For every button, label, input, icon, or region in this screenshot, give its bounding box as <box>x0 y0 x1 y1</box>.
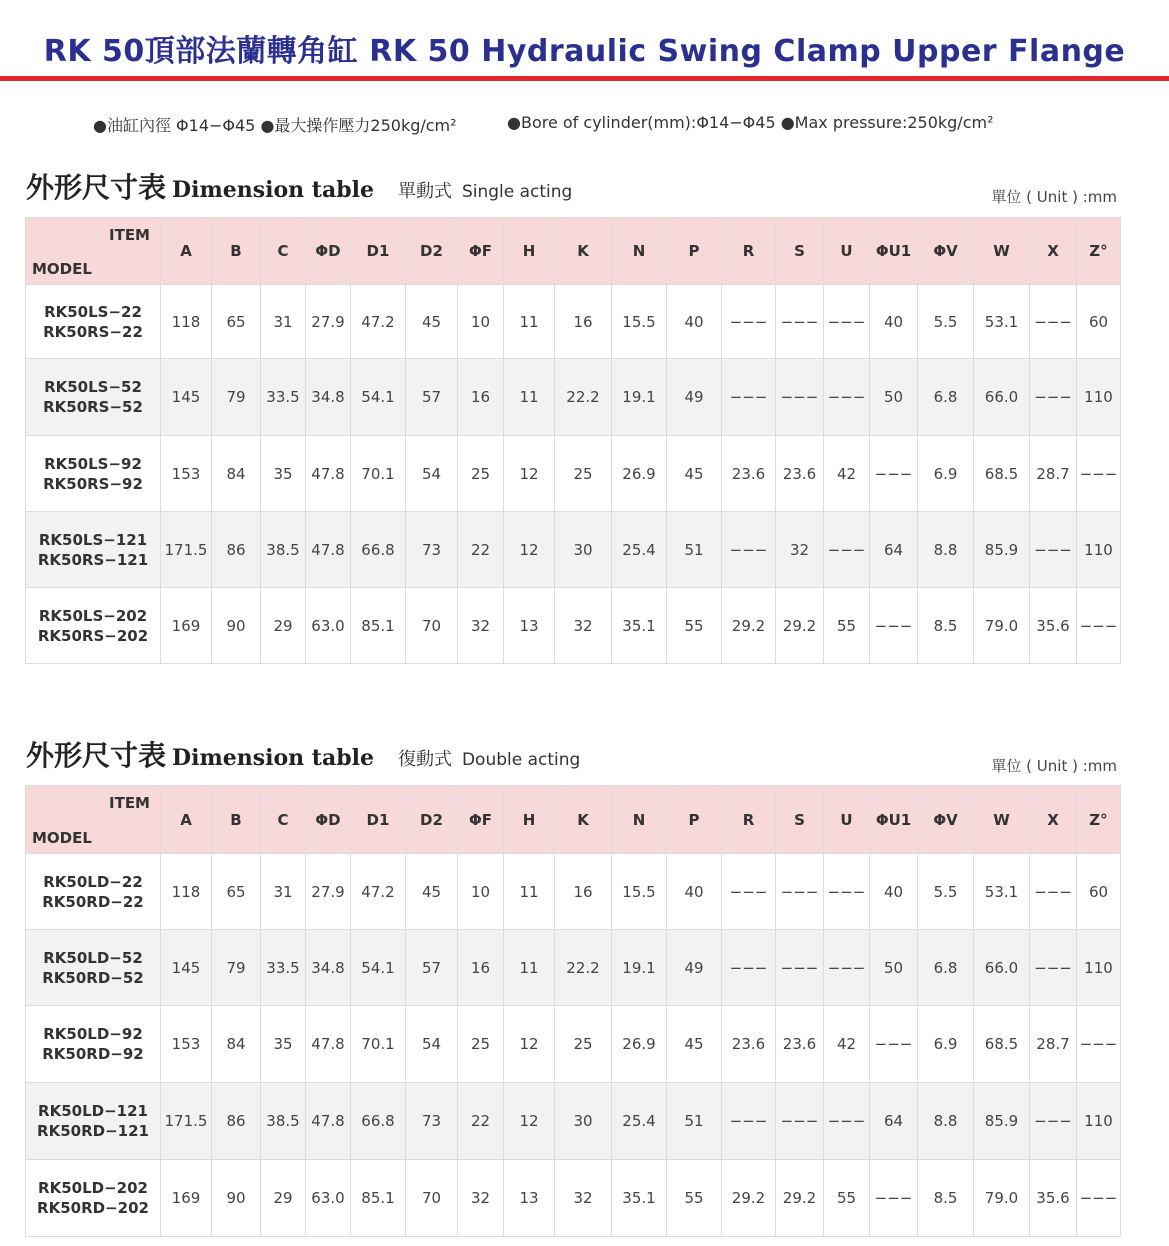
value-cell: 11 <box>504 854 555 930</box>
value-cell: 22 <box>458 1083 504 1160</box>
header-item-label: ITEM <box>109 226 150 244</box>
value-cell: 63.0 <box>306 1160 351 1237</box>
value-cell: 60 <box>1077 285 1121 359</box>
model-cell <box>26 588 161 664</box>
column-header: X <box>1030 786 1077 854</box>
value-cell: −−− <box>1030 854 1077 930</box>
value-cell: 53.1 <box>974 854 1030 930</box>
table-row <box>26 512 1121 588</box>
model-name-left: RK50LD−121 <box>38 1102 148 1120</box>
model-name-left: RK50LD−22 <box>43 872 143 891</box>
value-cell: 66.8 <box>351 512 406 588</box>
value-cell: −−− <box>722 285 776 359</box>
value-cell: 64 <box>870 1083 918 1160</box>
value-cell: 42 <box>824 436 870 512</box>
value-cell: −−− <box>1030 512 1077 588</box>
value-cell: 153 <box>161 1006 212 1083</box>
value-cell: −−− <box>870 1006 918 1083</box>
value-cell: 26.9 <box>612 436 667 512</box>
value-cell: 12 <box>504 512 555 588</box>
value-cell: 54.1 <box>351 930 406 1006</box>
value-cell: 19.1 <box>612 359 667 436</box>
column-header: ΦF <box>458 786 504 854</box>
value-cell: 22.2 <box>555 359 612 436</box>
value-cell: 169 <box>161 588 212 664</box>
dimension-table-double-acting <box>25 785 1121 1237</box>
value-cell: −−− <box>824 854 870 930</box>
value-cell: −−− <box>1077 1006 1121 1083</box>
value-cell: 51 <box>667 512 722 588</box>
table-row <box>26 359 1121 436</box>
value-cell: −−− <box>1030 359 1077 436</box>
value-cell: 42 <box>824 1006 870 1083</box>
model-name-left: RK50LS−92 <box>44 454 142 473</box>
value-cell: 25.4 <box>612 512 667 588</box>
column-header: ΦU1 <box>870 218 918 285</box>
value-cell: 55 <box>824 1160 870 1237</box>
column-header: B <box>212 218 261 285</box>
value-cell: 49 <box>667 930 722 1006</box>
value-cell: 16 <box>458 359 504 436</box>
value-cell: 45 <box>667 436 722 512</box>
value-cell: 29.2 <box>722 588 776 664</box>
model-name-right: RK50RD−52 <box>42 968 144 987</box>
model-cell <box>26 285 161 359</box>
value-cell: 90 <box>212 588 261 664</box>
value-cell: 29 <box>261 1160 306 1237</box>
value-cell: 11 <box>504 359 555 436</box>
value-cell: −−− <box>722 854 776 930</box>
value-cell: 45 <box>667 1006 722 1083</box>
table-row <box>26 1083 1121 1160</box>
value-cell: 63.0 <box>306 588 351 664</box>
model-cell <box>26 512 161 588</box>
column-header: D2 <box>406 786 458 854</box>
value-cell: −−− <box>722 512 776 588</box>
value-cell: 6.8 <box>918 359 974 436</box>
model-cell <box>26 930 161 1006</box>
value-cell: 11 <box>504 285 555 359</box>
value-cell: 38.5 <box>261 1083 306 1160</box>
model-name-right: RK50RD−92 <box>42 1045 144 1063</box>
column-header: K <box>555 786 612 854</box>
value-cell: 32 <box>555 1160 612 1237</box>
value-cell: −−− <box>1030 285 1077 359</box>
section-heading-double <box>26 734 580 774</box>
value-cell: 110 <box>1077 1083 1121 1160</box>
value-cell: 5.5 <box>918 285 974 359</box>
table-row <box>26 588 1121 664</box>
value-cell: 27.9 <box>306 285 351 359</box>
column-header: ΦU1 <box>870 786 918 854</box>
header-corner <box>26 218 161 285</box>
column-header: X <box>1030 218 1077 285</box>
value-cell: 171.5 <box>161 512 212 588</box>
value-cell: 25 <box>458 1006 504 1083</box>
value-cell: −−− <box>1030 930 1077 1006</box>
model-name-right: RK50RD−22 <box>42 892 144 911</box>
model-name-right: RK50RS−52 <box>43 398 143 416</box>
section-title-cn: 外形尺寸表 <box>26 739 167 772</box>
value-cell: 47.8 <box>306 1006 351 1083</box>
value-cell: 60 <box>1077 854 1121 930</box>
value-cell: 28.7 <box>1030 436 1077 512</box>
value-cell: 65 <box>212 285 261 359</box>
value-cell: 40 <box>870 285 918 359</box>
value-cell: −−− <box>722 1083 776 1160</box>
value-cell: 6.9 <box>918 436 974 512</box>
value-cell: 29.2 <box>776 588 824 664</box>
value-cell: 6.9 <box>918 1006 974 1083</box>
header-item-label: ITEM <box>109 794 150 812</box>
column-header: A <box>161 786 212 854</box>
model-name-left: RK50LD−52 <box>43 948 143 967</box>
table-row <box>26 1006 1121 1083</box>
column-header: S <box>776 786 824 854</box>
column-header: ΦD <box>306 218 351 285</box>
unit-label: 單位 ( Unit ) :mm <box>991 188 1117 206</box>
acting-type-en: Single acting <box>461 182 573 202</box>
value-cell: 145 <box>161 930 212 1006</box>
value-cell: 40 <box>667 285 722 359</box>
value-cell: 16 <box>555 854 612 930</box>
value-cell: 85.1 <box>351 588 406 664</box>
value-cell: 64 <box>870 512 918 588</box>
table-row <box>26 930 1121 1006</box>
column-header: K <box>555 218 612 285</box>
model-cell <box>26 359 161 436</box>
value-cell: 47.2 <box>351 854 406 930</box>
value-cell: 55 <box>667 588 722 664</box>
value-cell: 54.1 <box>351 359 406 436</box>
value-cell: −−− <box>776 930 824 1006</box>
model-name-left: RK50LS−22 <box>44 302 142 321</box>
value-cell: 70.1 <box>351 1006 406 1083</box>
column-header: W <box>974 786 1030 854</box>
value-cell: 73 <box>406 512 458 588</box>
value-cell: 34.8 <box>306 359 351 436</box>
value-cell: 8.8 <box>918 1083 974 1160</box>
value-cell: 30 <box>555 1083 612 1160</box>
value-cell: 53.1 <box>974 285 1030 359</box>
value-cell: 68.5 <box>974 436 1030 512</box>
table-row <box>26 1160 1121 1237</box>
value-cell: 32 <box>458 588 504 664</box>
model-name-right: RK50RS−92 <box>43 474 143 493</box>
value-cell: 49 <box>667 359 722 436</box>
model-cell <box>26 854 161 930</box>
value-cell: −−− <box>824 1083 870 1160</box>
value-cell: −−− <box>870 436 918 512</box>
value-cell: 35.1 <box>612 588 667 664</box>
value-cell: 35.6 <box>1030 1160 1077 1237</box>
value-cell: 70 <box>406 1160 458 1237</box>
value-cell: 12 <box>504 436 555 512</box>
value-cell: 47.8 <box>306 436 351 512</box>
model-name-right: RK50RD−202 <box>37 1199 149 1217</box>
model-name-right: RK50RD−121 <box>37 1122 149 1140</box>
section-heading-single <box>26 166 572 206</box>
column-header: N <box>612 218 667 285</box>
model-cell <box>26 1083 161 1160</box>
model-cell <box>26 1160 161 1237</box>
column-header: ΦV <box>918 218 974 285</box>
value-cell: 13 <box>504 1160 555 1237</box>
page-title: RK 50頂部法蘭轉角缸 RK 50 Hydraulic Swing Clamp Upper Flange <box>43 34 1126 69</box>
column-header: ΦF <box>458 218 504 285</box>
column-header: Z° <box>1077 218 1121 285</box>
value-cell: 5.5 <box>918 854 974 930</box>
acting-type-en: Double acting <box>461 750 581 770</box>
value-cell: 118 <box>161 285 212 359</box>
value-cell: −−− <box>824 930 870 1006</box>
value-cell: −−− <box>1077 588 1121 664</box>
value-cell: −−− <box>722 359 776 436</box>
value-cell: 86 <box>212 512 261 588</box>
value-cell: 28.7 <box>1030 1006 1077 1083</box>
header-model-label: MODEL <box>32 260 92 278</box>
model-name-left: RK50LD−92 <box>43 1025 143 1043</box>
header-corner <box>26 786 161 854</box>
value-cell: 47.2 <box>351 285 406 359</box>
value-cell: 35.1 <box>612 1160 667 1237</box>
value-cell: 27.9 <box>306 854 351 930</box>
value-cell: −−− <box>1030 1083 1077 1160</box>
table-row <box>26 285 1121 359</box>
column-header: ΦD <box>306 786 351 854</box>
value-cell: 66.8 <box>351 1083 406 1160</box>
column-header: D1 <box>351 218 406 285</box>
value-cell: 79 <box>212 359 261 436</box>
value-cell: 26.9 <box>612 1006 667 1083</box>
column-header: D1 <box>351 786 406 854</box>
value-cell: −−− <box>824 359 870 436</box>
value-cell: 22 <box>458 512 504 588</box>
model-name-right: RK50RS−121 <box>37 550 149 569</box>
table-row <box>26 854 1121 930</box>
specs-english: ●Bore of cylinder(mm):Φ14−Φ45 ●Max pressure:250kg/cm² <box>507 113 994 132</box>
value-cell: 40 <box>667 854 722 930</box>
value-cell: 29.2 <box>722 1160 776 1237</box>
value-cell: 13 <box>504 588 555 664</box>
value-cell: 35 <box>261 436 306 512</box>
value-cell: 23.6 <box>776 1006 824 1083</box>
column-header: N <box>612 786 667 854</box>
value-cell: 110 <box>1077 930 1121 1006</box>
column-header: R <box>722 218 776 285</box>
value-cell: 16 <box>458 930 504 1006</box>
value-cell: 110 <box>1077 359 1121 436</box>
value-cell: 79.0 <box>974 1160 1030 1237</box>
value-cell: 86 <box>212 1083 261 1160</box>
value-cell: 50 <box>870 359 918 436</box>
value-cell: 31 <box>261 285 306 359</box>
column-header: R <box>722 786 776 854</box>
column-header: Z° <box>1077 786 1121 854</box>
value-cell: 10 <box>458 285 504 359</box>
value-cell: 51 <box>667 1083 722 1160</box>
value-cell: 54 <box>406 1006 458 1083</box>
column-header: C <box>261 218 306 285</box>
value-cell: 90 <box>212 1160 261 1237</box>
value-cell: 47.8 <box>306 1083 351 1160</box>
value-cell: 16 <box>555 285 612 359</box>
value-cell: −−− <box>824 285 870 359</box>
column-header: A <box>161 218 212 285</box>
column-header: ΦV <box>918 786 974 854</box>
value-cell: 54 <box>406 436 458 512</box>
value-cell: 15.5 <box>612 854 667 930</box>
value-cell: 45 <box>406 854 458 930</box>
unit-label: 單位 ( Unit ) :mm <box>991 757 1117 775</box>
value-cell: 47.8 <box>306 512 351 588</box>
value-cell: 40 <box>870 854 918 930</box>
value-cell: 110 <box>1077 512 1121 588</box>
value-cell: 23.6 <box>776 436 824 512</box>
value-cell: 68.5 <box>974 1006 1030 1083</box>
value-cell: 34.8 <box>306 930 351 1006</box>
section-title-cn: 外形尺寸表 <box>26 171 167 204</box>
value-cell: 19.1 <box>612 930 667 1006</box>
value-cell: 23.6 <box>722 436 776 512</box>
value-cell: 15.5 <box>612 285 667 359</box>
value-cell: 22.2 <box>555 930 612 1006</box>
value-cell: 33.5 <box>261 930 306 1006</box>
value-cell: 65 <box>212 854 261 930</box>
value-cell: 29 <box>261 588 306 664</box>
value-cell: 169 <box>161 1160 212 1237</box>
value-cell: 84 <box>212 436 261 512</box>
value-cell: 55 <box>667 1160 722 1237</box>
model-cell <box>26 1006 161 1083</box>
value-cell: 38.5 <box>261 512 306 588</box>
column-header: W <box>974 218 1030 285</box>
value-cell: 57 <box>406 359 458 436</box>
value-cell: 25 <box>555 436 612 512</box>
section-title-en: Dimension table <box>172 745 374 771</box>
table-row <box>26 436 1121 512</box>
column-header: H <box>504 786 555 854</box>
value-cell: 66.0 <box>974 930 1030 1006</box>
model-name-left: RK50LD−202 <box>38 1179 148 1197</box>
specs-chinese: ●油缸內徑 Φ14−Φ45 ●最大操作壓力250kg/cm² <box>93 116 457 135</box>
value-cell: 45 <box>406 285 458 359</box>
value-cell: 11 <box>504 930 555 1006</box>
model-name-right: RK50RS−202 <box>37 626 149 645</box>
value-cell: 145 <box>161 359 212 436</box>
value-cell: −−− <box>776 1083 824 1160</box>
dimension-table-single-acting <box>25 217 1121 664</box>
value-cell: 32 <box>458 1160 504 1237</box>
column-header: U <box>824 786 870 854</box>
column-header: P <box>667 786 722 854</box>
value-cell: 84 <box>212 1006 261 1083</box>
model-name-right: RK50RS−22 <box>43 322 143 341</box>
value-cell: 118 <box>161 854 212 930</box>
value-cell: 25 <box>555 1006 612 1083</box>
value-cell: −−− <box>824 512 870 588</box>
value-cell: 23.6 <box>722 1006 776 1083</box>
value-cell: 25.4 <box>612 1083 667 1160</box>
value-cell: −−− <box>870 1160 918 1237</box>
value-cell: 70.1 <box>351 436 406 512</box>
value-cell: 50 <box>870 930 918 1006</box>
value-cell: 8.8 <box>918 512 974 588</box>
value-cell: 10 <box>458 854 504 930</box>
value-cell: 79.0 <box>974 588 1030 664</box>
value-cell: 32 <box>776 512 824 588</box>
acting-type-cn: 單動式 <box>397 181 452 202</box>
value-cell: 35 <box>261 1006 306 1083</box>
value-cell: 31 <box>261 854 306 930</box>
header-model-label: MODEL <box>32 829 92 847</box>
value-cell: 171.5 <box>161 1083 212 1160</box>
section-title-en: Dimension table <box>172 177 374 203</box>
value-cell: 73 <box>406 1083 458 1160</box>
value-cell: −−− <box>722 930 776 1006</box>
value-cell: 85.1 <box>351 1160 406 1237</box>
column-header: P <box>667 218 722 285</box>
column-header: U <box>824 218 870 285</box>
value-cell: −−− <box>776 359 824 436</box>
value-cell: 79 <box>212 930 261 1006</box>
value-cell: −−− <box>776 285 824 359</box>
model-name-left: RK50LS−121 <box>38 530 148 549</box>
value-cell: 70 <box>406 588 458 664</box>
value-cell: 29.2 <box>776 1160 824 1237</box>
value-cell: 12 <box>504 1083 555 1160</box>
value-cell: 85.9 <box>974 512 1030 588</box>
model-name-left: RK50LS−202 <box>38 606 148 625</box>
value-cell: 6.8 <box>918 930 974 1006</box>
model-name-left: RK50LS−52 <box>44 378 142 396</box>
column-header: H <box>504 218 555 285</box>
value-cell: 33.5 <box>261 359 306 436</box>
value-cell: 55 <box>824 588 870 664</box>
value-cell: 8.5 <box>918 1160 974 1237</box>
column-header: B <box>212 786 261 854</box>
value-cell: −−− <box>1077 1160 1121 1237</box>
value-cell: 66.0 <box>974 359 1030 436</box>
value-cell: 30 <box>555 512 612 588</box>
column-header: D2 <box>406 218 458 285</box>
value-cell: −−− <box>870 588 918 664</box>
value-cell: −−− <box>1077 436 1121 512</box>
value-cell: 57 <box>406 930 458 1006</box>
column-header: S <box>776 218 824 285</box>
title-underline <box>0 76 1169 81</box>
value-cell: −−− <box>776 854 824 930</box>
value-cell: 85.9 <box>974 1083 1030 1160</box>
value-cell: 32 <box>555 588 612 664</box>
acting-type-cn: 復動式 <box>397 749 452 770</box>
column-header: C <box>261 786 306 854</box>
value-cell: 35.6 <box>1030 588 1077 664</box>
value-cell: 153 <box>161 436 212 512</box>
model-cell <box>26 436 161 512</box>
value-cell: 12 <box>504 1006 555 1083</box>
value-cell: 25 <box>458 436 504 512</box>
value-cell: 8.5 <box>918 588 974 664</box>
